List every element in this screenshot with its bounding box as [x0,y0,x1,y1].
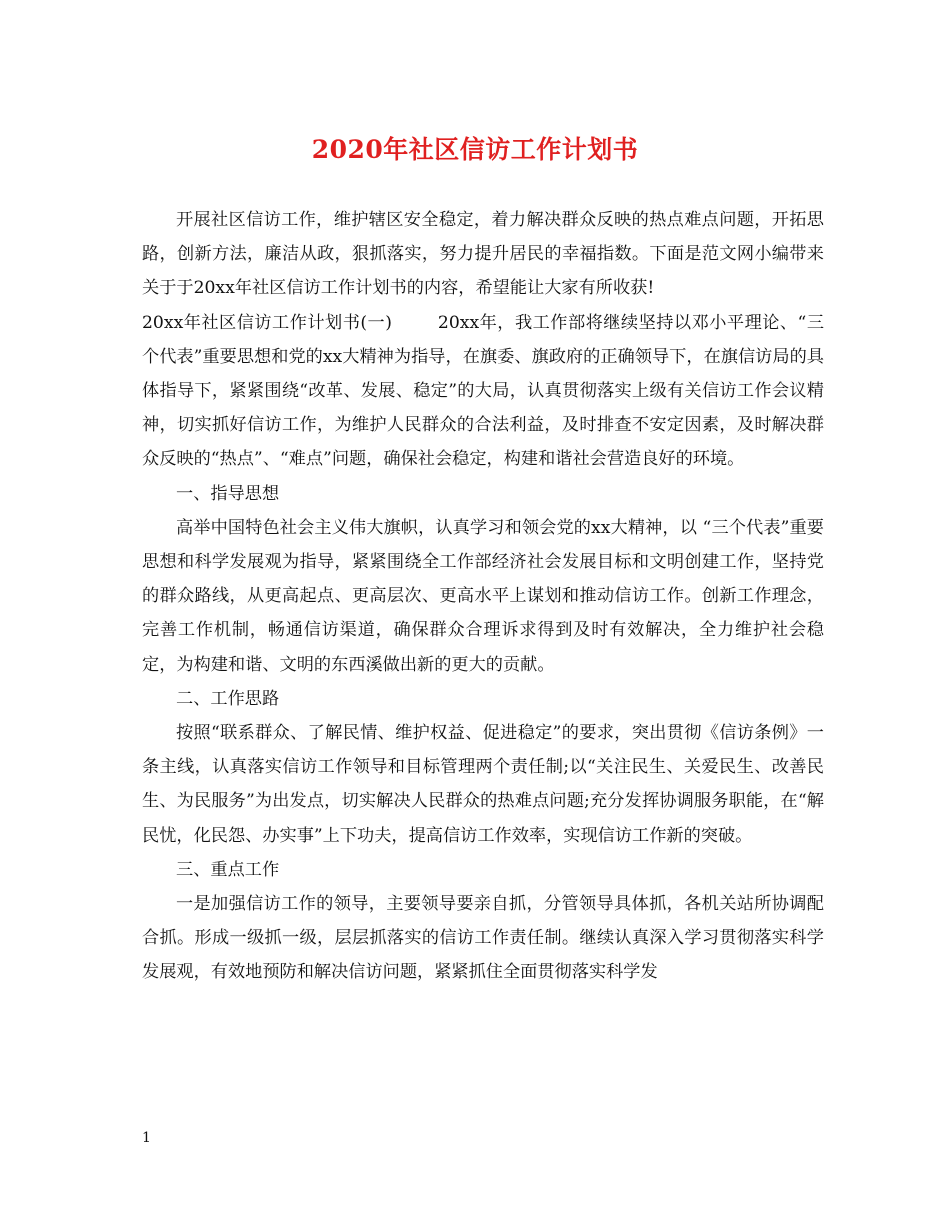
section-paragraph [142,306,824,477]
heading-work-approach: 二、工作思路 [176,688,280,709]
paragraph-key-work: 一是加强信访工作的领导，主要领导要亲自抓，分管领导具体抓，各机关站所协调配合抓。形成一级抓一级，层层抓落实的信访工作责任制。继续认真深入学习贯彻落实科学发展观，有效地预防和解决信访问题，紧紧抓住全面贯彻落实科学发 [142,894,824,983]
document-title: 2020年社区信访工作计划书 [311,135,639,164]
paragraph-work-approach: 按照“联系群众、了解民情、维护权益、促进稳定”的要求，突出贯彻《信访条例》一条主线，认真落实信访工作领导和目标管理两个责任制;以“关注民生、关爱民生、改善民生、为民服务”为出发点，切实解决人民群众的热难点问题;充分发挥协调服务职能，在“解民忧，化民怨、办实事”上下功夫，提高信访工作效率，实现信访工作新的突破。 [142,723,824,846]
document-body [142,203,824,990]
page-number: 1 [142,1130,151,1146]
heading-key-work: 三、重点工作 [176,859,280,880]
intro-paragraph: 开展社区信访工作，维护辖区安全稳定，着力解决群众反映的热点难点问题，开拓思路，创新方法，廉洁从政，狠抓落实，努力提升居民的幸福指数。下面是范文网小编带来关于于20xx年社区信访工作计划书的内容，希望能让大家有所收获! [142,210,824,299]
heading-guiding-ideology: 一、指导思想 [176,483,280,504]
section-label: 20xx年社区信访工作计划书(一) [142,312,392,333]
section-text: 20xx年，我工作部将继续坚持以邓小平理论、“三个代表”重要思想和党的xx大精神为指导，在旗委、旗政府的正确领导下，在旗信访局的具体指导下，紧紧围绕“改革、发展、稳定”的大局，认真贯彻落实上级有关信访工作会议精神，切实抓好信访工作，为维护人民群众的合法利益，及时排查不安定因素，及时解决群众反映的“热点”、“难点”问题，确保社会稳定，构建和谐社会营造良好的环境。 [142,312,825,470]
paragraph-guiding-ideology: 高举中国特色社会主义伟大旗帜，认真学习和领会党的xx大精神，以 “三个代表”重要思想和科学发展观为指导，紧紧围绕全工作部经济社会发展目标和文明创建工作，坚持党的群众路线，从更高起点、更高层次、更高水平上谋划和推动信访工作。创新工作理念，完善工作机制，畅通信访渠道，确保群众合理诉求得到及时有效解决，全力维护社会稳定，为构建和谐、文明的东西溪做出新的更大的贡献。 [142,517,824,675]
